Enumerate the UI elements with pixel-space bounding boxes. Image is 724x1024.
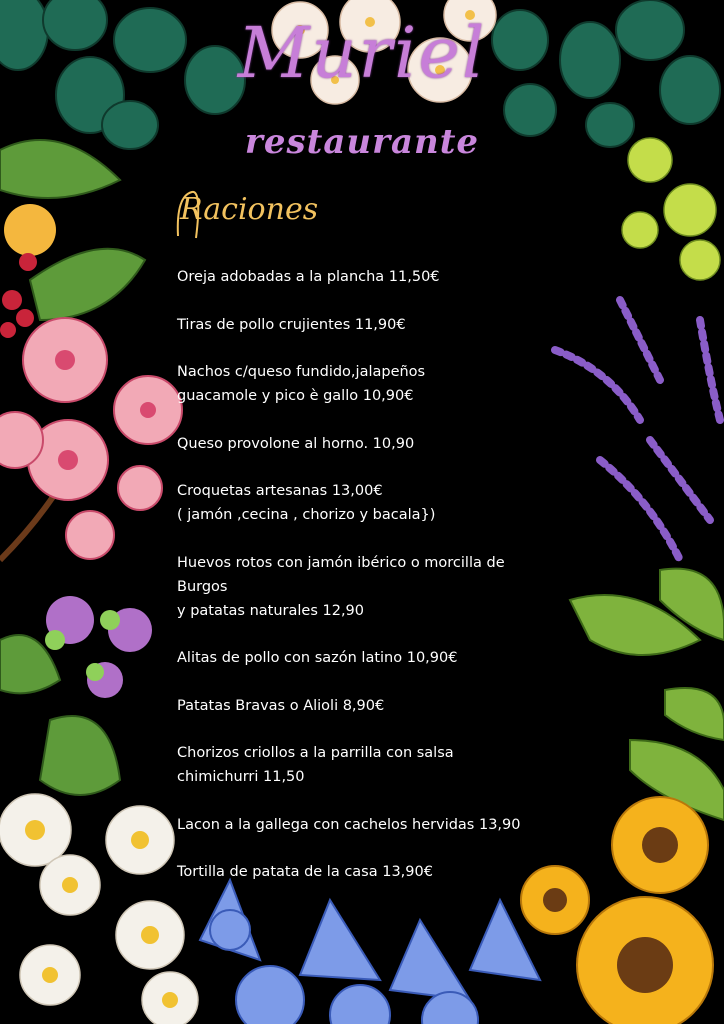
menu-item bbox=[177, 741, 577, 789]
menu-item bbox=[177, 860, 577, 884]
left-yellow-flowers bbox=[4, 204, 56, 256]
section-title: Raciones bbox=[180, 192, 319, 227]
menu-item-list bbox=[177, 265, 577, 908]
menu-item-line: Nachos c/queso fundido,jalapeños bbox=[177, 364, 426, 380]
menu-item-line: chimichurri 11,50 bbox=[177, 769, 305, 785]
menu-item-line: Alitas de pollo con sazón latino 10,90€ bbox=[177, 650, 458, 666]
menu-item-line: Burgos bbox=[177, 578, 228, 595]
menu-item-line: y patatas naturales 12,90 bbox=[177, 602, 365, 619]
menu-item bbox=[177, 646, 577, 670]
menu-item-line: Queso provolone al horno. 10,90 bbox=[177, 435, 415, 452]
left-red-berries bbox=[0, 253, 37, 338]
menu-item-line: guacamole y pico è gallo 10,90€ bbox=[177, 388, 414, 404]
menu-item bbox=[177, 313, 577, 337]
menu-item bbox=[177, 432, 577, 456]
menu-item-line: ( jamón ,cecina , chorizo y bacala}) bbox=[177, 507, 436, 523]
menu-item-line: Tiras de pollo crujientes 11,90€ bbox=[177, 316, 406, 333]
menu-item-line: Huevos rotos con jamón ibérico o morcilla de bbox=[177, 554, 505, 571]
menu-item-line: Chorizos criollos a la parrilla con salsa bbox=[177, 745, 454, 761]
menu-item bbox=[177, 265, 577, 289]
restaurant-subtitle: restaurante bbox=[244, 122, 480, 162]
left-pink-flowers bbox=[0, 318, 182, 559]
menu-item-line: Croquetas artesanas 13,00€ bbox=[177, 483, 383, 499]
menu-item bbox=[177, 813, 577, 837]
menu-item bbox=[177, 694, 577, 718]
right-green-leaves bbox=[570, 569, 724, 820]
right-lavender bbox=[555, 300, 720, 560]
restaurant-name: Muriel bbox=[237, 12, 487, 94]
menu-item bbox=[177, 551, 577, 623]
menu-item bbox=[177, 360, 577, 408]
menu-item-line: Oreja adobadas a la plancha 11,50€ bbox=[177, 269, 440, 285]
menu-item-line: Lacon a la gallega con cachelos hervidas 13,90 bbox=[177, 816, 521, 833]
menu-item-line: Patatas Bravas o Alioli 8,90€ bbox=[177, 697, 385, 714]
menu-item-line: Tortilla de patata de la casa 13,90€ bbox=[177, 864, 433, 880]
menu-item bbox=[177, 479, 577, 527]
